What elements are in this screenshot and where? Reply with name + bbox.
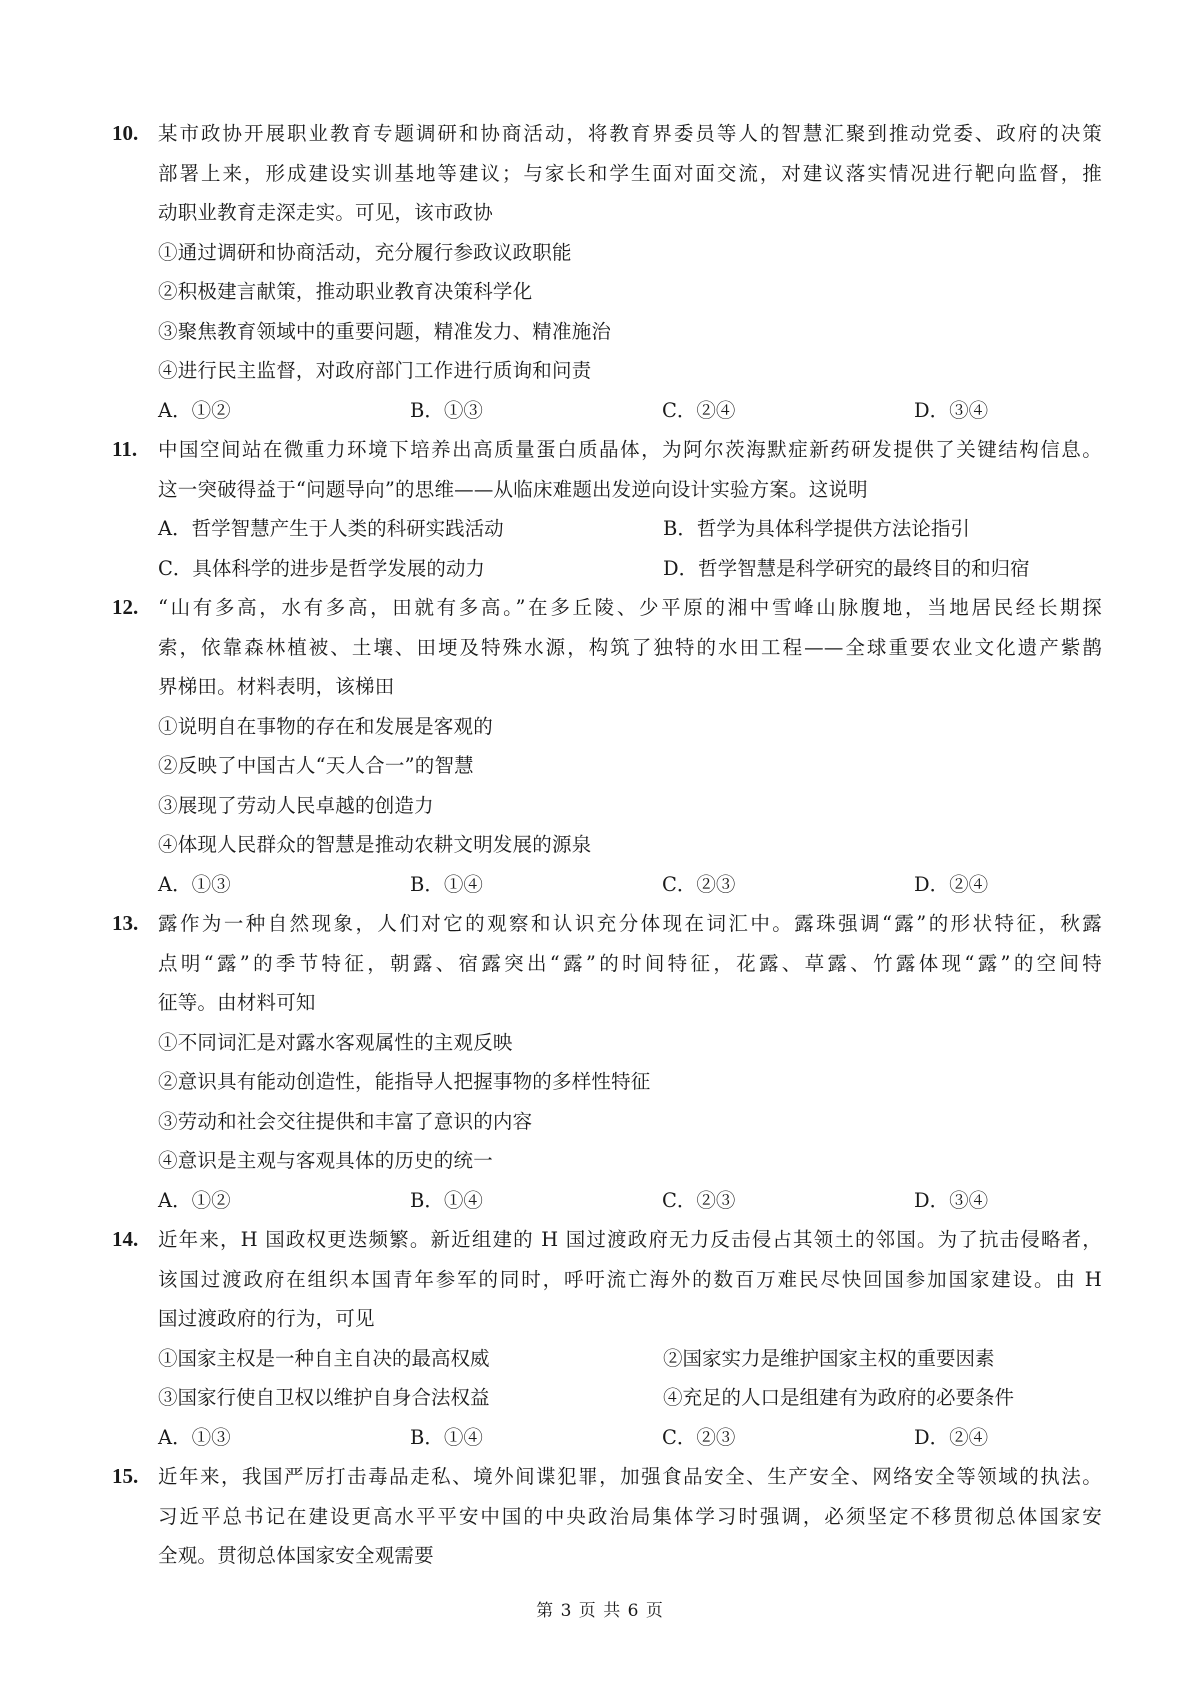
statement: ①说明自在事物的存在和发展是客观的 [158, 714, 493, 738]
question-stem-line: 国过渡政府的行为，可见 [158, 1307, 375, 1330]
question-stem-line: 近年来，我国严厉打击毒品走私、境外间谍犯罪，加强食品安全、生产安全、网络安全等领域的执法。 [158, 1465, 1102, 1488]
statement: ④进行民主监督，对政府部门工作进行质询和问责 [158, 359, 592, 382]
question-stem-line: 中国空间站在微重力环境下培养出高质量蛋白质晶体，为阿尔茨海默症新药研发提供了关键结构信息。 [158, 438, 1102, 461]
statement: ②国家实力是维护国家主权的重要因素 [663, 1346, 995, 1370]
statement: ①国家主权是一种自主自决的最高权威 [158, 1346, 490, 1370]
option-d: D．③④ [914, 398, 989, 422]
question-15 [112, 1457, 1102, 1576]
option-a: A．①③ [158, 1425, 231, 1449]
option-d: D．②④ [914, 872, 989, 896]
question-stem-line: 该国过渡政府在组织本国青年参军的同时，呼吁流亡海外的数百万难民尽快回国参加国家建设。由 H [158, 1267, 1102, 1291]
question-11 [112, 430, 1102, 588]
question-stem-line: 全观。贯彻总体国家安全观需要 [158, 1544, 434, 1567]
question-stem-line: 近年来，H 国政权更迭频繁。新近组建的 H 国过渡政府无力反击侵占其领土的邻国。为了抗击侵略者， [158, 1228, 1102, 1251]
answer-options [158, 1418, 1102, 1458]
statement: ①通过调研和协商活动，充分履行参政议政职能 [158, 240, 572, 264]
statement: ①不同词汇是对露水客观属性的主观反映 [158, 1030, 513, 1054]
option-d: D．③④ [914, 1188, 989, 1212]
option-c: C．具体科学的进步是哲学发展的动力 [158, 556, 485, 580]
statement: ②意识具有能动创造性，能指导人把握事物的多样性特征 [158, 1070, 651, 1093]
question-stem-line: 征等。由材料可知 [158, 991, 316, 1014]
question-14 [112, 1220, 1102, 1457]
option-b: B．①④ [410, 1188, 483, 1212]
question-number: 14. [112, 1227, 139, 1251]
page-footer: 第 3 页 共 6 页 [536, 1601, 664, 1621]
question-stem-line: 索，依靠森林植被、土壤、田埂及特殊水源，构筑了独特的水田工程——全球重要农业文化遗产紫鹊 [158, 635, 1102, 659]
answer-options [158, 1181, 1102, 1221]
question-stem-line: 动职业教育走深走实。可见，该市政协 [158, 201, 493, 224]
question-stem-line: 点明“露”的季节特征，朝露、宿露突出“露”的时间特征，花露、草露、竹露体现“露”的空间特 [158, 951, 1102, 975]
question-stem-line: 习近平总书记在建设更高水平平安中国的中央政治局集体学习时强调，必须坚定不移贯彻总体国家安 [158, 1504, 1102, 1528]
answer-options [158, 865, 1102, 905]
option-a: A．哲学智慧产生于人类的科研实践活动 [158, 517, 504, 540]
question-stem-line: 露作为一种自然现象，人们对它的观察和认识充分体现在词汇中。露珠强调“露”的形状特征，秋露 [158, 912, 1102, 935]
statement: ②反映了中国古人“天人合一”的智慧 [158, 754, 474, 777]
option-c: C．②③ [662, 872, 736, 896]
question-13 [112, 904, 1102, 1220]
question-stem-line: 某市政协开展职业教育专题调研和协商活动，将教育界委员等人的智慧汇聚到推动党委、政府的决策 [158, 122, 1102, 145]
statement: ②积极建言献策，推动职业教育决策科学化 [158, 280, 533, 303]
statement: ③展现了劳动人民卓越的创造力 [158, 793, 434, 817]
statement-grid [158, 1339, 1102, 1418]
question-stem-line: 界梯田。材料表明，该梯田 [158, 675, 395, 698]
statement: ④意识是主观与客观具体的历史的统一 [158, 1149, 493, 1172]
option-d: D．②④ [914, 1425, 989, 1449]
question-number: 12. [112, 595, 139, 619]
statement: ③聚焦教育领域中的重要问题，精准发力、精准施治 [158, 319, 612, 343]
statement: ③国家行使自卫权以维护自身合法权益 [158, 1386, 490, 1409]
option-a: A．①② [158, 398, 231, 422]
question-number: 15. [112, 1464, 139, 1488]
question-stem-line: “山有多高，水有多高，田就有多高。”在多丘陵、少平原的湘中雪峰山脉腹地，当地居民经长期探 [158, 596, 1102, 619]
option-c: C．②④ [662, 398, 736, 422]
option-b: B．①③ [410, 398, 483, 422]
question-10 [112, 114, 1102, 430]
statement: ④充足的人口是组建有为政府的必要条件 [663, 1386, 1015, 1409]
option-d: D．哲学智慧是科学研究的最终目的和归宿 [663, 556, 1030, 580]
statement: ④体现人民群众的智慧是推动农耕文明发展的源泉 [158, 833, 592, 856]
question-number: 13. [112, 911, 139, 935]
question-stem-line: 这一突破得益于“问题导向”的思维——从临床难题出发逆向设计实验方案。这说明 [158, 477, 868, 501]
option-a: A．①③ [158, 872, 231, 896]
answer-options [158, 391, 1102, 431]
option-c: C．②③ [662, 1188, 736, 1212]
answer-options [158, 509, 1102, 588]
question-number: 10. [112, 121, 139, 145]
question-stem-line: 部署上来，形成建设实训基地等建议；与家长和学生面对面交流，对建议落实情况进行靶向监督，推 [158, 161, 1102, 185]
question-12 [112, 588, 1102, 904]
statement: ③劳动和社会交往提供和丰富了意识的内容 [158, 1109, 533, 1133]
question-number: 11. [112, 437, 138, 461]
option-c: C．②③ [662, 1425, 736, 1449]
option-b: B．①④ [410, 872, 483, 896]
question-list [112, 114, 1102, 1576]
option-a: A．①② [158, 1188, 231, 1212]
option-b: B．①④ [410, 1425, 483, 1449]
option-b: B．哲学为具体科学提供方法论指引 [663, 517, 970, 540]
